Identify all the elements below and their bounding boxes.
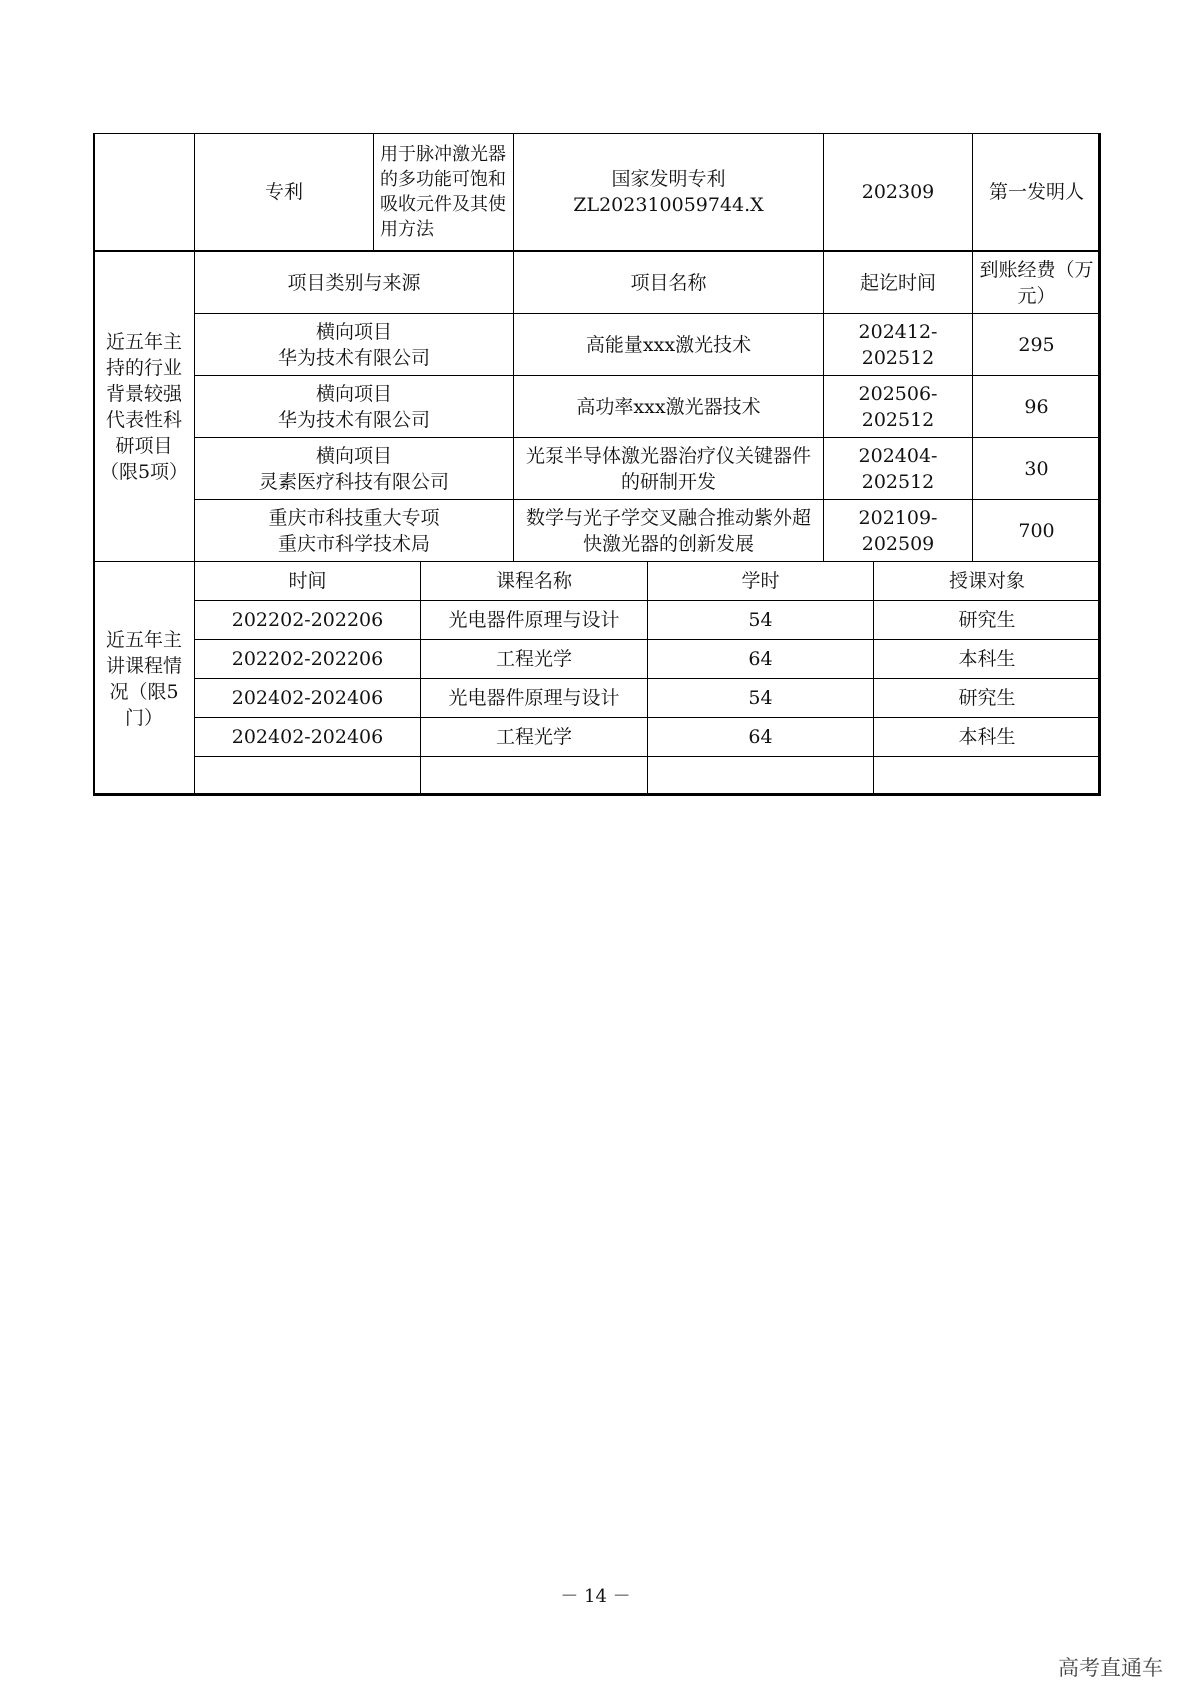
patent-number bbox=[514, 134, 824, 251]
project-period: 202506-202512 bbox=[824, 376, 973, 438]
course-hours bbox=[648, 757, 874, 796]
course-name: 工程光学 bbox=[421, 640, 648, 679]
project-funding: 96 bbox=[973, 376, 1101, 438]
project-name: 光泵半导体激光器治疗仪关键器件的研制开发 bbox=[514, 438, 824, 500]
watermark: 高考直通车 bbox=[1058, 1656, 1163, 1680]
patent-name: 用于脉冲激光器的多功能可饱和吸收元件及其使用方法 bbox=[374, 134, 514, 251]
page-number: － 14 － bbox=[560, 1586, 631, 1607]
course-audience: 本科生 bbox=[874, 640, 1101, 679]
project-period: 202109-202509 bbox=[824, 500, 973, 562]
patent-number-kind: 国家发明专利 bbox=[611, 168, 726, 190]
course-row bbox=[94, 640, 1101, 679]
course-hours: 64 bbox=[648, 718, 874, 757]
course-hours: 64 bbox=[648, 640, 874, 679]
course-row bbox=[94, 679, 1101, 718]
course-row bbox=[94, 601, 1101, 640]
patent-type: 专利 bbox=[195, 134, 374, 251]
project-category-source bbox=[195, 376, 514, 438]
course-audience: 研究生 bbox=[874, 679, 1101, 718]
project-row bbox=[94, 438, 1101, 500]
projects-table bbox=[93, 251, 1101, 562]
project-funding: 700 bbox=[973, 500, 1101, 562]
patent-date: 202309 bbox=[824, 134, 973, 251]
project-category-source bbox=[195, 500, 514, 562]
course-hours: 54 bbox=[648, 601, 874, 640]
project-category: 横向项目 bbox=[315, 320, 392, 343]
project-source: 华为技术有限公司 bbox=[277, 346, 430, 369]
project-source: 重庆市科学技术局 bbox=[277, 532, 430, 555]
course-name bbox=[421, 757, 648, 796]
project-period: 202412-202512 bbox=[824, 314, 973, 376]
course-hours: 54 bbox=[648, 679, 874, 718]
project-source: 华为技术有限公司 bbox=[277, 408, 430, 431]
project-name: 数学与光子学交叉融合推动紫外超快激光器的创新发展 bbox=[514, 500, 824, 562]
projects-header-row bbox=[94, 252, 1101, 314]
course-time: 202402-202406 bbox=[195, 679, 421, 718]
courses-header-audience: 授课对象 bbox=[874, 562, 1101, 601]
project-category-source bbox=[195, 314, 514, 376]
course-row bbox=[94, 718, 1101, 757]
project-source: 灵素医疗科技有限公司 bbox=[258, 470, 449, 493]
courses-header-name: 课程名称 bbox=[421, 562, 648, 601]
project-category: 重庆市科技重大专项 bbox=[268, 506, 440, 529]
project-row bbox=[94, 500, 1101, 562]
project-funding: 295 bbox=[973, 314, 1101, 376]
course-audience: 研究生 bbox=[874, 601, 1101, 640]
course-audience: 本科生 bbox=[874, 718, 1101, 757]
course-name: 工程光学 bbox=[421, 718, 648, 757]
courses-header-time: 时间 bbox=[195, 562, 421, 601]
project-period: 202404-202512 bbox=[824, 438, 973, 500]
projects-section-label: 近五年主持的行业背景较强代表性科研项目（限5项） bbox=[94, 252, 195, 562]
course-time: 202202-202206 bbox=[195, 640, 421, 679]
courses-header-row bbox=[94, 562, 1101, 601]
project-category: 横向项目 bbox=[315, 382, 392, 405]
projects-header-period: 起讫时间 bbox=[824, 252, 973, 314]
courses-table bbox=[93, 561, 1101, 796]
projects-header-name: 项目名称 bbox=[514, 252, 824, 314]
course-name: 光电器件原理与设计 bbox=[421, 601, 648, 640]
project-category-source bbox=[195, 438, 514, 500]
courses-section-label: 近五年主讲课程情况（限5门） bbox=[94, 562, 195, 796]
project-row bbox=[94, 314, 1101, 376]
courses-header-hours: 学时 bbox=[648, 562, 874, 601]
course-time bbox=[195, 757, 421, 796]
course-time: 202402-202406 bbox=[195, 718, 421, 757]
project-name: 高功率xxx激光器技术 bbox=[514, 376, 824, 438]
course-row-empty bbox=[94, 757, 1101, 796]
patent-role: 第一发明人 bbox=[973, 134, 1101, 251]
course-time: 202202-202206 bbox=[195, 601, 421, 640]
project-row bbox=[94, 376, 1101, 438]
course-name: 光电器件原理与设计 bbox=[421, 679, 648, 718]
patent-number-id: ZL202310059744.X bbox=[573, 194, 764, 216]
blank-label-cell bbox=[94, 134, 195, 251]
project-funding: 30 bbox=[973, 438, 1101, 500]
projects-header-category: 项目类别与来源 bbox=[195, 252, 514, 314]
patent-row bbox=[94, 134, 1101, 251]
course-audience bbox=[874, 757, 1101, 796]
patent-table bbox=[93, 133, 1101, 251]
project-category: 横向项目 bbox=[315, 444, 392, 467]
projects-header-funding: 到账经费（万元） bbox=[973, 252, 1101, 314]
project-name: 高能量xxx激光技术 bbox=[514, 314, 824, 376]
